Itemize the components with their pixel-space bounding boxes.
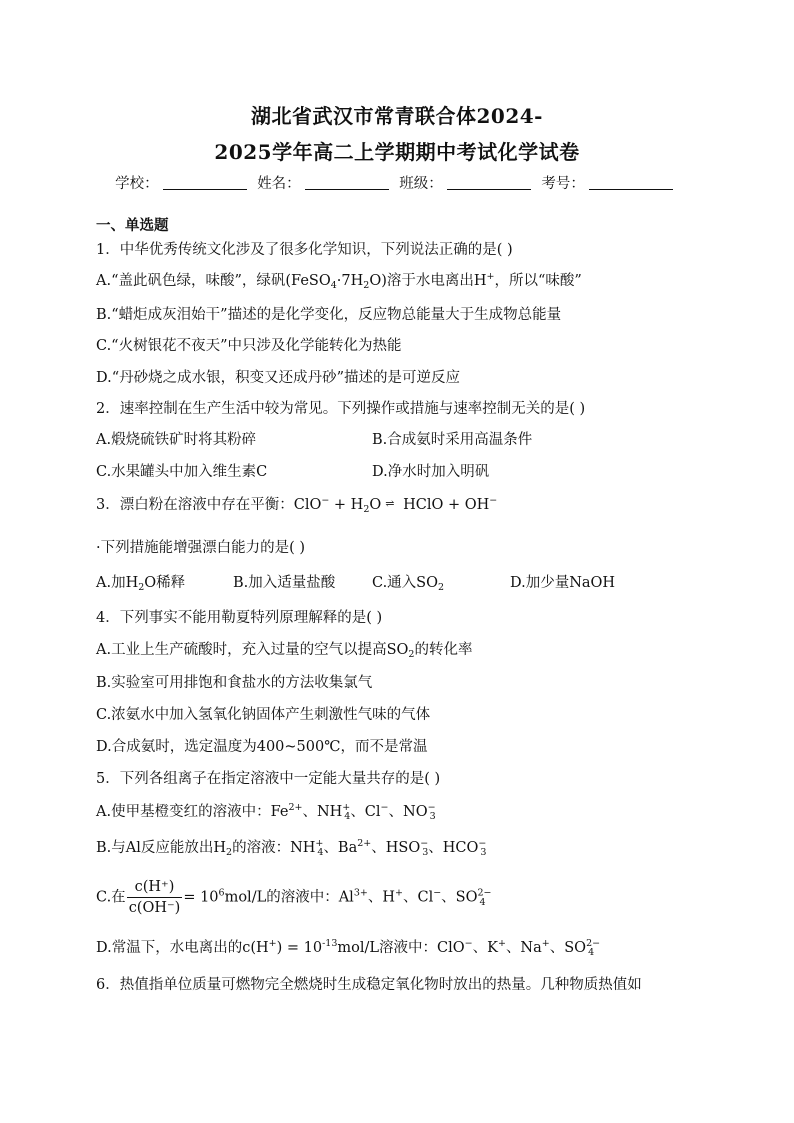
exam-title-line1: 湖北省武汉市常青联合体2024- xyxy=(251,104,543,128)
q3-option-b: B.加入适量盐酸 xyxy=(233,575,336,591)
q1-option-b: B.“蜡炬成灰泪始干”描述的是化学变化，反应物总能量大于生成物总能量 xyxy=(96,307,562,323)
exam-number-label: 考号： xyxy=(541,176,585,192)
name-blank[interactable] xyxy=(305,173,389,190)
section-heading: 一、单选题 xyxy=(96,217,169,234)
q5-stem: 5．下列各组离子在指定溶液中一定能大量共存的是( ) xyxy=(96,771,441,787)
q3-stem: 3．漂白粉在溶液中存在平衡：$ClO^- + H_2O$ ⇌ HClO + OH− xyxy=(96,495,498,515)
q4-option-c: C.浓氨水中加入氢氧化钠固体产生刺激性气味的气体 xyxy=(96,707,431,723)
q1-option-a: A.“盖此矾色绿，味酸”，绿矾$(FeSO_4\cdot 7H_2O)$溶于水电离出H+，所以“味酸” xyxy=(96,271,582,291)
q3-option-d: D.加少量NaOH xyxy=(510,575,616,591)
q2-option-d: D.净水时加入明矾 xyxy=(372,464,490,480)
q4-stem: 4．下列事实不能用勒夏特列原理解释的是( ) xyxy=(96,610,383,626)
class-label: 班级： xyxy=(399,176,443,192)
q2-stem: 2．速率控制在生产生活中较为常见。下列操作或措施与速率控制无关的是( ) xyxy=(96,401,586,417)
q4-option-d: D.合成氨时，选定温度为400~500℃，而不是常温 xyxy=(96,739,428,755)
exam-title-line2: 2025学年高二上学期期中考试化学试卷 xyxy=(214,140,580,164)
exam-number-blank[interactable] xyxy=(589,173,673,190)
q3-stem-continued: ·下列措施能增强漂白能力的是( ) xyxy=(96,540,306,556)
q6-stem: 6．热值指单位质量可燃物完全燃烧时生成稳定氧化物时放出的热量。几种物质热值如 xyxy=(96,977,642,993)
school-blank[interactable] xyxy=(163,173,247,190)
concentration-ratio-fraction: $\frac{c(H^+)}{c(OH^-)}$ xyxy=(128,879,181,916)
school-label: 学校： xyxy=(115,176,159,192)
q1-option-c: C.“火树银花不夜天”中只涉及化学能转化为热能 xyxy=(96,338,402,354)
q5-option-c: C.在 $\frac{c(H^+)}{c(OH^-)}$ = $10^6mol/L$的溶液中：$Al^{3+}$、H+、Cl−、$SO^{2-}_4$ xyxy=(96,879,492,916)
class-blank[interactable] xyxy=(447,173,531,190)
q3-option-a: A.加$H_2O$稀释 xyxy=(96,575,186,593)
equilibrium-arrow-icon: ⇌ xyxy=(385,497,395,510)
q4-option-b: B.实验室可用排饱和食盐水的方法收集氯气 xyxy=(96,675,373,691)
q3-option-c: C.通入$SO_2$ xyxy=(372,575,445,593)
q1-stem: 1．中华优秀传统文化涉及了很多化学知识，下列说法正确的是( ) xyxy=(96,242,513,258)
q2-option-c: C.水果罐头中加入维生素C xyxy=(96,464,268,480)
q5-option-d: D.常温下，水电离出的$c(H^+) = 10^{-13}mol/L$溶液中：ClO−、K+、Na+、$SO^{2-}_4$ xyxy=(96,938,601,958)
q1-option-d: D.“丹砂烧之成水银，积变又还成丹砂”描述的是可逆反应 xyxy=(96,370,461,386)
student-info-bar xyxy=(0,172,794,193)
q2-option-b: B.合成氨时采用高温条件 xyxy=(372,432,533,448)
q5-option-b: B.与Al反应能放出$H_2$的溶液：$NH^+_4$、$Ba^{2+}$、$HSO^-_3$、$HCO^-_3$ xyxy=(96,838,487,858)
name-label: 姓名： xyxy=(257,176,301,192)
q4-option-a: A.工业上生产硫酸时，充入过量的空气以提高$SO_2$的转化率 xyxy=(96,642,473,660)
q5-option-a: A.使甲基橙变红的溶液中：$Fe^{2+}$、$NH^+_4$、Cl−、$NO^-_3$ xyxy=(96,802,436,822)
q2-option-a: A.煅烧硫铁矿时将其粉碎 xyxy=(96,432,257,448)
